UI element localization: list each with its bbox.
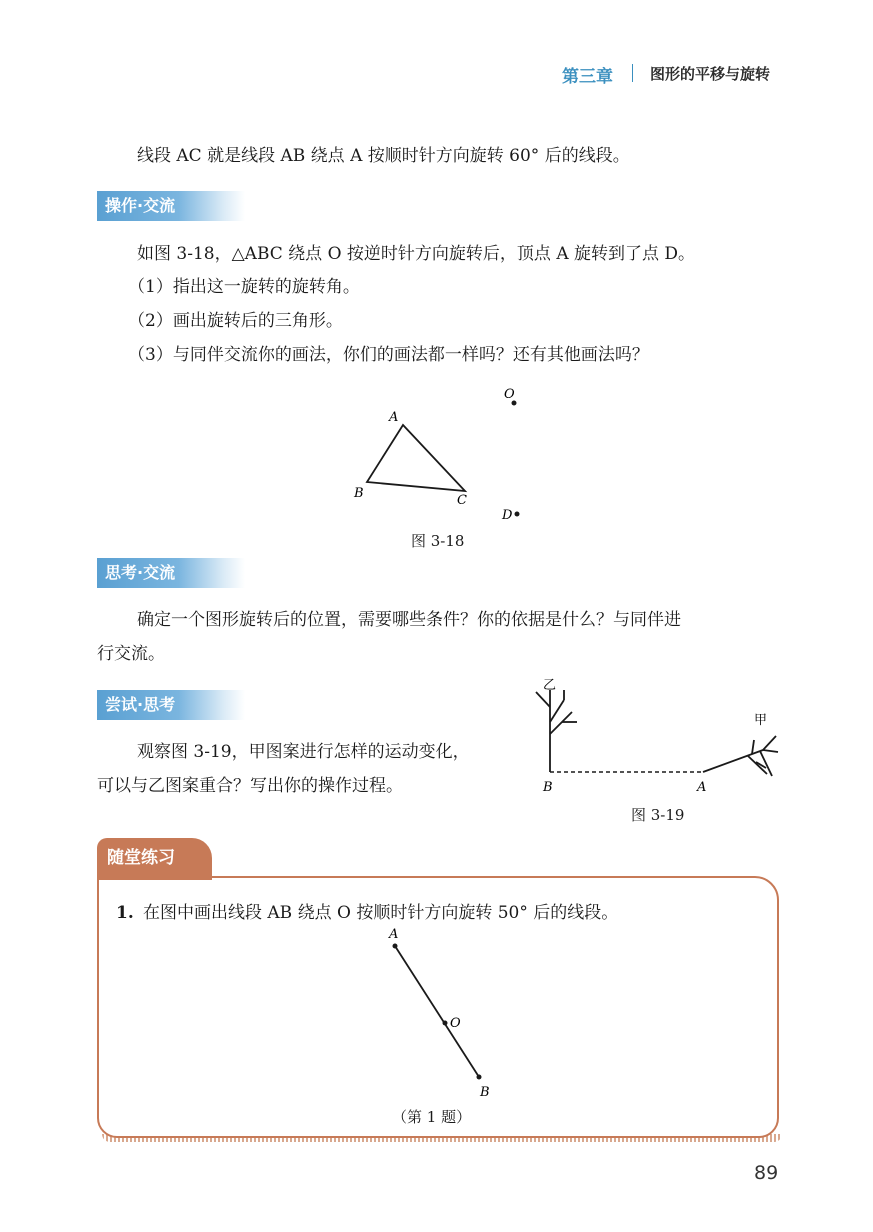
label-c: C bbox=[457, 493, 467, 508]
think-line-2: 行交流。 bbox=[97, 644, 165, 664]
label-b: B bbox=[354, 486, 364, 501]
exercise-number: 1. bbox=[116, 903, 134, 923]
try-line-2: 可以与乙图案重合？写出你的操作过程。 bbox=[97, 776, 403, 796]
exercise-figure bbox=[380, 920, 500, 1105]
operate-line-4: （3）与同伴交流你的画法，你们的画法都一样吗？还有其他画法吗？ bbox=[128, 345, 649, 365]
figure-3-19 bbox=[520, 672, 785, 802]
operate-line-3: （2）画出旋转后的三角形。 bbox=[128, 311, 343, 331]
label-o-ex: O bbox=[450, 1016, 461, 1031]
try-line-1: 观察图 3-19，甲图案进行怎样的运动变化， bbox=[137, 742, 470, 762]
chapter-title: 图形的平移与旋转 bbox=[650, 65, 771, 83]
section-banner-operate: 操作·交流 bbox=[97, 191, 245, 221]
point-o-ex bbox=[443, 1021, 448, 1026]
label-o: O bbox=[504, 387, 515, 402]
figure-3-18-caption: 图 3-18 bbox=[411, 532, 465, 550]
label-d: D bbox=[502, 508, 513, 523]
label-yi: 乙 bbox=[543, 678, 557, 693]
point-a-ex bbox=[393, 944, 398, 949]
pattern-jia bbox=[703, 736, 778, 776]
exercise-tab: 随堂练习 bbox=[97, 838, 212, 880]
section-banner-try: 尝试·思考 bbox=[97, 690, 245, 720]
label-a: A bbox=[389, 410, 399, 425]
exercise-text: 在图中画出线段 AB 绕点 O 按顺时针方向旋转 50° 后的线段。 bbox=[143, 903, 619, 923]
exercise-caption: （第 1 题） bbox=[392, 1108, 472, 1126]
page-number: 89 bbox=[754, 1162, 779, 1184]
section-banner-think: 思考·交流 bbox=[97, 558, 245, 588]
think-line-1: 确定一个图形旋转后的位置，需要哪些条件？你的依据是什么？与同伴进 bbox=[137, 610, 681, 630]
label-jia: 甲 bbox=[754, 713, 768, 728]
pattern-yi bbox=[536, 690, 577, 772]
label-b-ex: B bbox=[480, 1085, 490, 1100]
triangle-abc bbox=[367, 425, 465, 491]
figure-3-18 bbox=[340, 380, 540, 530]
intro-paragraph: 线段 AC 就是线段 AB 绕点 A 按顺时针方向旋转 60° 后的线段。 bbox=[137, 146, 630, 166]
header-separator bbox=[632, 64, 633, 82]
figure-3-19-caption: 图 3-19 bbox=[631, 806, 685, 824]
point-b-ex bbox=[477, 1075, 482, 1080]
segment-ab bbox=[395, 946, 479, 1077]
operate-line-2: （1）指出这一旋转的旋转角。 bbox=[128, 277, 360, 297]
label-a-ex: A bbox=[389, 927, 399, 942]
operate-line-1: 如图 3-18，△ABC 绕点 O 按逆时针方向旋转后，顶点 A 旋转到了点 D。 bbox=[137, 244, 696, 264]
point-d bbox=[515, 512, 520, 517]
label-a-319: A bbox=[697, 780, 707, 795]
label-b-319: B bbox=[543, 780, 553, 795]
chapter-label: 第三章 bbox=[562, 67, 613, 87]
